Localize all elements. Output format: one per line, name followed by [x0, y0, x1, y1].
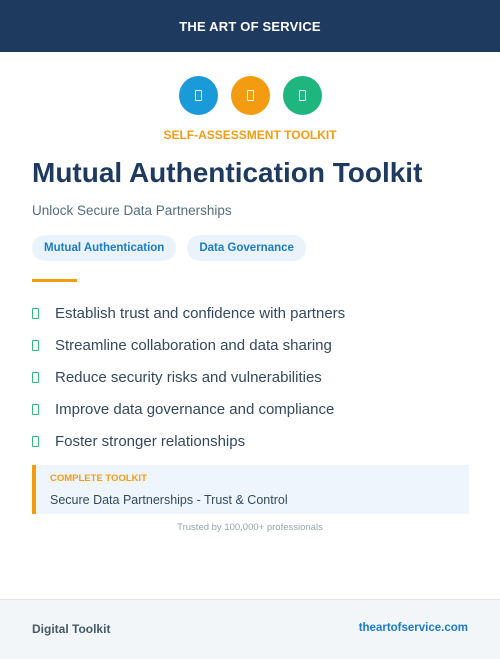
page-subtitle: Unlock Secure Data Partnerships — [32, 203, 232, 218]
benefit-item — [32, 361, 345, 393]
toolkit-kicker: SELF-ASSESSMENT TOOLKIT — [163, 128, 337, 142]
benefit-item — [32, 393, 345, 425]
benefit-text: Reduce security risks and vulnerabilities — [55, 368, 322, 386]
icon-row — [0, 76, 500, 115]
benefit-item — [32, 297, 345, 329]
document-icon — [179, 76, 218, 115]
check-icon — [32, 372, 39, 383]
tag-mutual-authentication: Mutual Authentication — [32, 235, 176, 261]
benefit-list — [32, 297, 345, 457]
check-icon — [32, 404, 39, 415]
card-value: Secure Data Partnerships - Trust & Control — [50, 493, 288, 507]
accent-divider — [32, 279, 77, 282]
footer-link[interactable]: theartofservice.com — [358, 622, 468, 634]
header-bar — [0, 0, 500, 52]
document-icon — [231, 76, 270, 115]
benefit-text: Foster stronger relationships — [55, 432, 246, 450]
check-icon — [32, 308, 39, 319]
document-icon — [283, 76, 322, 115]
benefit-item — [32, 329, 345, 361]
trust-note: Trusted by 100,000+ professionals — [177, 522, 323, 533]
card-label: COMPLETE TOOLKIT — [50, 473, 147, 484]
benefit-item — [32, 425, 345, 457]
check-icon — [32, 340, 39, 351]
benefit-text: Establish trust and confidence with partners — [55, 304, 346, 322]
toolkit-card — [32, 465, 469, 514]
tag-data-governance: Data Governance — [187, 235, 306, 261]
benefit-text: Improve data governance and compliance — [55, 400, 335, 418]
tag-list — [32, 235, 306, 261]
benefit-text: Streamline collaboration and data sharing — [55, 336, 332, 354]
footer-label: Digital Toolkit — [32, 622, 111, 636]
footer — [0, 599, 500, 659]
check-icon — [32, 436, 39, 447]
page-title: Mutual Authentication Toolkit — [32, 157, 423, 188]
brand-name: THE ART OF SERVICE — [179, 18, 321, 34]
